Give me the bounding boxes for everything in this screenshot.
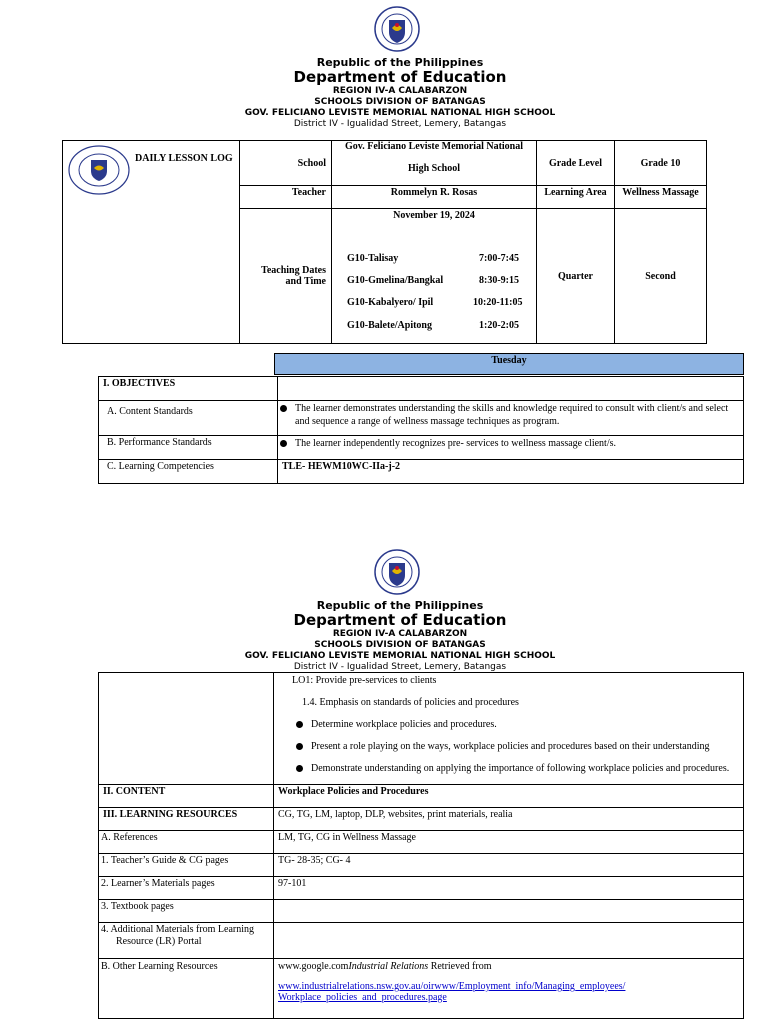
schedule-time: 7:00-7:45 [479,253,519,264]
grade-value: Grade 10 [615,141,707,186]
address-text: District IV - Igualidad Street, Lemery, Batangas [293,662,507,672]
republic-text: Republic of the Philippines [316,56,484,69]
address-text: District IV - Igualidad Street, Lemery, Batangas [293,119,507,129]
quarter-value: Second [615,209,707,344]
objectives-heading: I. OBJECTIVES [99,377,278,401]
deped-seal-icon [67,144,131,196]
schedule-section: G10-Talisay [347,253,399,264]
performance-standards-label: B. Performance Standards [99,436,278,460]
content-standards-label: A. Content Standards [99,401,278,436]
lo1-text: LO1: Provide pre-services to clients [292,675,437,686]
bullet-icon [296,721,303,728]
schedule-cell [332,209,537,344]
bullet-item: Demonstrate understanding on applying the importance of following workplace policies and procedures. [292,763,743,774]
other-resources-cell [274,959,744,1019]
references-label: A. References [99,831,274,854]
textbook-label: 3. Textbook pages [99,900,274,923]
area-label: Learning Area [537,186,615,209]
region-text: REGION IV-A CALABARZON [332,86,468,96]
objectives-blank [278,377,744,401]
resource-link[interactable]: www.industrialrelations.nsw.gov.au/oirwww/Employment_info/Managing_employees/ [278,981,626,992]
learning-competencies-label: C. Learning Competencies [99,460,278,484]
area-value: Wellness Massage [615,186,707,209]
additional-materials-label-2: Resource (LR) Portal [116,936,202,947]
day-header: Tuesday [274,353,744,375]
other-resources-label: B. Other Learning Resources [99,959,274,1019]
resources-label: III. LEARNING RESOURCES [99,808,274,831]
lesson-table [98,672,744,1019]
additional-materials-value [274,923,744,959]
dll-title: DAILY LESSON LOG [135,153,233,164]
school-name-text: GOV. FELICIANO LEVISTE MEMORIAL NATIONAL HIGH SCHOOL [244,651,556,661]
bullet-icon [296,743,303,750]
teachers-guide-value: TG- 28-35; CG- 4 [274,854,744,877]
region-text: REGION IV-A CALABARZON [332,629,468,639]
deped-seal-icon [374,549,420,595]
resources-value: CG, TG, LM, laptop, DLP, websites, print materials, realia [274,808,744,831]
bullet-icon [296,765,303,772]
teachers-guide-label: 1. Teacher’s Guide & CG pages [99,854,274,877]
content-standards-text: The learner demonstrates understanding the skills and knowledge required to consult with client/s and select and sequence a range of wellness massage techniques as program. [295,403,729,427]
resource-link[interactable]: Workplace_policies_and_procedures.page [278,992,447,1003]
dates-label-cell [240,209,332,344]
learners-materials-value: 97-101 [274,877,744,900]
dll-header-table [62,140,707,344]
other-resources-text: www.google.comIndustrial Relations Retrieved from [278,961,492,972]
bullet-icon [280,440,287,447]
textbook-value [274,900,744,923]
schedule-section: G10-Balete/Apitong [347,320,432,331]
division-text: SCHOOLS DIVISION OF BATANGAS [314,640,486,650]
performance-standards-cell [278,436,744,460]
dll-title-cell [63,141,240,344]
learning-competencies-text: TLE- HEWM10WC-IIa-j-2 [278,460,744,484]
schedule-time: 1:20-2:05 [479,320,519,331]
date-text: November 19, 2024 [393,210,475,221]
content-value: Workplace Policies and Procedures [274,785,744,808]
dates-label-line2: and Time [285,276,326,287]
department-text: Department of Education [293,611,507,629]
performance-standards-text: The learner independently recognizes pre- services to wellness massage client/s. [295,438,616,449]
lo-blank [99,673,274,785]
schedule-section: G10-Kabalyero/ Ipil [347,297,434,308]
school-name-text: GOV. FELICIANO LEVISTE MEMORIAL NATIONAL HIGH SCHOOL [244,108,556,118]
lo1-sub-text: 1.4. Emphasis on standards of policies and procedures [302,697,519,708]
lo-cell [274,673,744,785]
division-text: SCHOOLS DIVISION OF BATANGAS [314,97,486,107]
schedule-time: 10:20-11:05 [473,297,523,308]
dates-label-line1: Teaching Dates [261,265,326,276]
schedule-section: G10-Gmelina/Bangkal [347,275,444,286]
additional-materials-cell [99,923,274,959]
teacher-label: Teacher [240,186,332,209]
grade-label: Grade Level [537,141,615,186]
deped-seal-icon [374,6,420,52]
school-value-line2: High School [408,163,460,174]
school-label: School [240,141,332,186]
department-text: Department of Education [293,68,507,86]
quarter-label: Quarter [537,209,615,344]
school-value-cell [332,141,537,186]
content-label: II. CONTENT [99,785,274,808]
references-value: LM, TG, CG in Wellness Massage [274,831,744,854]
bullet-icon [280,405,287,412]
additional-materials-label-1: 4. Additional Materials from Learning [101,924,255,935]
teacher-value: Rommelyn R. Rosas [332,186,537,209]
schedule-time: 8:30-9:15 [479,275,519,286]
school-value-line1: Gov. Feliciano Leviste Memorial National [344,141,524,152]
republic-text: Republic of the Philippines [316,599,484,612]
bullet-item: Present a role playing on the ways, workplace policies and procedures based on their understanding [292,741,743,752]
content-standards-cell [278,401,744,436]
objectives-table [98,376,744,484]
learners-materials-label: 2. Learner’s Materials pages [99,877,274,900]
bullet-item: Determine workplace policies and procedures. [292,719,743,730]
